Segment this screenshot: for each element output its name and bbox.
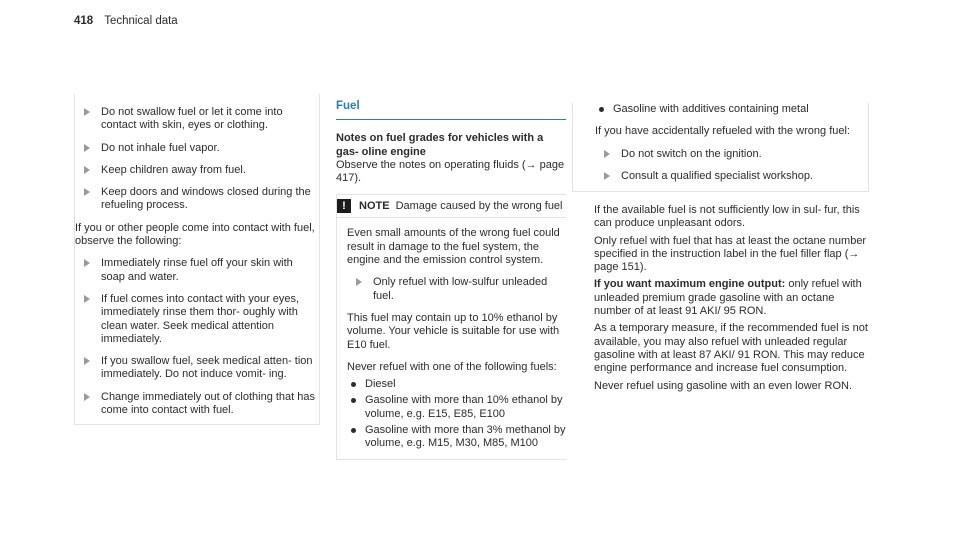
arrow-icon (356, 278, 362, 286)
bold-lead: If you want maximum engine output: (594, 278, 786, 291)
list-item: Gasoline with more than 3% methanol by volume, e.g. M15, M30, M85, M100 (347, 424, 566, 451)
step-item: Do not inhale fuel vapor. (75, 142, 319, 155)
intro-text: If you or other people come into contact with fuel, observe the following: (75, 221, 315, 248)
section-name: Technical data (104, 15, 178, 27)
paragraph: Only refuel with fuel that has at least the octane number specified in the instruction label in the fuel filler flap (→ page 151). (594, 234, 867, 274)
note-body (337, 227, 566, 450)
warning-box-continued (74, 94, 320, 425)
list-item: Gasoline with more than 10% ethanol by volume, e.g. E15, E85, E100 (347, 394, 566, 421)
step-item: Consult a qualified specialist workshop. (595, 170, 868, 183)
list-item: Diesel (347, 378, 566, 391)
subheading: Notes on fuel grades for vehicles with a gas- oline engine (336, 132, 544, 158)
bullet-icon (599, 107, 604, 112)
note-box (336, 194, 566, 460)
arrow-icon (84, 144, 90, 152)
page-header (74, 15, 178, 28)
arrow-icon (84, 188, 90, 196)
note-label: NOTE (359, 199, 390, 212)
bullet-icon (351, 398, 356, 403)
paragraph: If the available fuel is not sufficiently low in sul- fur, this can produce unpleasant odors. (594, 204, 860, 230)
exclamation-icon: ! (337, 199, 351, 213)
step-item: If you swallow fuel, seek medical atten- tion immediately. Do not induce vomit- ing. (75, 355, 319, 382)
observe-text: Observe the notes on operating fluids (→ page 417). (336, 158, 565, 185)
note-box-continued (572, 103, 869, 192)
note-title: Damage caused by the wrong fuel (395, 199, 563, 212)
column-middle (336, 100, 566, 460)
arrow-icon (84, 295, 90, 303)
bullet-icon (351, 382, 356, 387)
step-item: Keep children away from fuel. (75, 164, 319, 177)
list-item: Gasoline with additives containing metal (595, 103, 868, 116)
step-item: If fuel comes into contact with your eyes, immediately rinse them thor- oughly with clean water. Seek medical attention immediately. (75, 293, 319, 346)
fuel-info (594, 204, 869, 393)
step-item: Keep doors and windows closed during the refueling process. (75, 186, 319, 213)
arrow-icon (84, 393, 90, 401)
note-paragraph: Even small amounts of the wrong fuel could result in damage to the fuel system, the engine and the emission control system. (347, 227, 560, 267)
arrow-icon (84, 259, 90, 267)
paragraph: Never refuel using gasoline with an even lower RON. (594, 379, 853, 392)
bullet-icon (351, 428, 356, 433)
step-item: Only refuel with low-sulfur unleaded fuel. (347, 276, 566, 303)
accident-text: If you have accidentally refueled with the wrong fuel: (595, 125, 850, 138)
paragraph: If you want maximum engine output: only refuel with unleaded premium grade gasoline with an octane number of at least 91 AKI/ 95 RON. (594, 278, 862, 318)
paragraph: As a temporary measure, if the recommended fuel is not available, you may also refuel with unleaded regular gasoline with at least 87 AKI/ 91 RON. This may reduce engine performance and increase fuel consumption. (594, 322, 868, 375)
note-header (337, 194, 566, 218)
arrow-icon (604, 172, 610, 180)
note-paragraph: This fuel may contain up to 10% ethanol by volume. Your vehicle is suitable for use with E10 fuel. (347, 311, 560, 351)
arrow-icon (84, 166, 90, 174)
note-paragraph: Never refuel with one of the following fuels: (347, 360, 557, 373)
arrow-icon (84, 108, 90, 116)
arrow-icon (84, 357, 90, 365)
column-left (74, 94, 320, 425)
step-item: Do not swallow fuel or let it come into contact with skin, eyes or clothing. (75, 106, 319, 133)
column-right (594, 103, 869, 402)
arrow-icon (604, 150, 610, 158)
section-title: Fuel (336, 100, 566, 120)
step-item: Immediately rinse fuel off your skin with soap and water. (75, 257, 319, 284)
page-number: 418 (74, 15, 94, 27)
step-item: Do not switch on the ignition. (595, 148, 868, 161)
step-item: Change immediately out of clothing that has come into contact with fuel. (75, 391, 319, 418)
